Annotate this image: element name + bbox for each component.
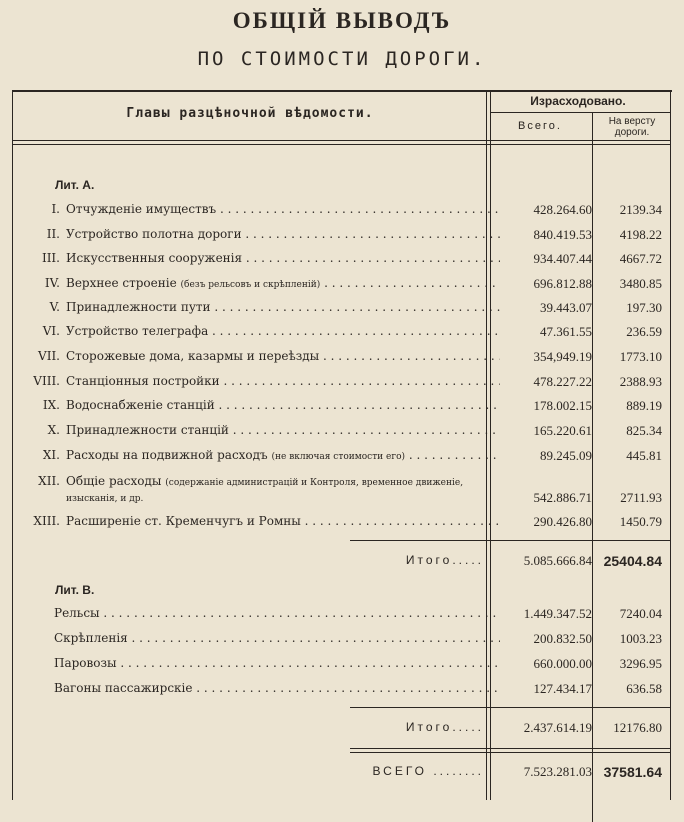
grand-total-per-verst: 37581.64 — [603, 764, 662, 780]
row-number: XIII. — [33, 514, 60, 528]
row-label — [66, 276, 500, 290]
subtotal-label: Итого..... — [405, 720, 484, 734]
table-row — [14, 606, 670, 624]
table-border-right — [670, 90, 671, 800]
row-number: V. — [49, 300, 60, 314]
header-per-verst — [594, 116, 670, 138]
row-total: 660.000.00 — [533, 656, 592, 671]
row-per-verst: 1773.10 — [619, 349, 662, 364]
row-total: 200.832.50 — [533, 631, 592, 646]
table-row — [14, 324, 670, 342]
row-per-verst: 1450.79 — [619, 514, 662, 529]
subtotal-row-b — [14, 720, 670, 740]
table-row — [14, 448, 670, 466]
row-total: 89.245.09 — [540, 448, 592, 463]
row-label-text: Верхнее строеніе — [66, 276, 177, 290]
row-number: IV. — [44, 276, 60, 290]
row-label: Искусственныя сооруженія . . . — [66, 251, 500, 265]
header-divider — [490, 112, 670, 113]
table-row — [14, 251, 670, 269]
subtotal-row-a — [14, 553, 670, 573]
row-total: 127.434.17 — [533, 681, 592, 696]
row-note: (не включая стоимости его) — [271, 452, 406, 462]
header-spent: Израсходовано. — [530, 94, 626, 108]
row-note: (содержаніе администрацій и Контроля, временное движеніе, изысканія, и др. — [66, 478, 464, 504]
row-per-verst: 1003.23 — [619, 631, 662, 646]
row-label: Рельсы . . . — [54, 606, 500, 620]
page-subtitle: ПО СТОИМОСТИ ДОРОГИ. — [197, 48, 487, 70]
subtotal-label-text: Итого — [405, 553, 453, 567]
row-per-verst: 7240.04 — [619, 606, 662, 621]
row-per-verst: 3480.85 — [619, 276, 662, 291]
grand-total-label: ВСЕГО ........ — [372, 764, 484, 778]
grand-total-label-text: ВСЕГО — [372, 764, 427, 778]
table-row — [14, 681, 670, 699]
grand-total-row — [14, 764, 670, 784]
row-label: Станціонныя постройки . . . — [66, 374, 500, 388]
header-total: Всего. — [518, 120, 562, 132]
subtotal-rule — [350, 707, 670, 708]
row-total: 39.443.07 — [540, 300, 592, 315]
row-label — [66, 448, 500, 462]
table-border-left — [12, 90, 13, 800]
table-row — [14, 398, 670, 416]
row-note: (безъ рельсовъ и скрѣпленій) — [180, 280, 321, 290]
table-row — [14, 349, 670, 367]
subtotal-per-verst: 25404.84 — [603, 553, 662, 569]
header-per-verst-line2: дороги. — [614, 127, 650, 138]
subtotal-rule — [350, 540, 670, 541]
row-per-verst: 636.58 — [626, 681, 662, 696]
subtotal-per-verst: 12176.80 — [613, 720, 662, 735]
section-b-title: Лит. В. — [55, 583, 95, 597]
row-per-verst: 2711.93 — [620, 490, 662, 505]
row-number: X. — [47, 423, 60, 437]
table-row — [14, 514, 670, 532]
table-row — [14, 474, 670, 510]
subtotal-total: 2.437.614.19 — [523, 720, 592, 735]
row-label: Расширеніе ст. Кременчугъ и Ромны . . . — [66, 514, 500, 528]
row-total: 178.002.15 — [533, 398, 592, 413]
row-label-text: Расходы на подвижной расходъ — [66, 448, 268, 462]
row-per-verst: 4198.22 — [619, 227, 662, 242]
row-number: VII. — [38, 349, 60, 363]
row-label: Вагоны пассажирскіе . . . — [54, 681, 500, 695]
row-label: Водоснабженіе станцій . . . — [66, 398, 500, 412]
row-per-verst: 445.81 — [626, 448, 662, 463]
table-row — [14, 300, 670, 318]
row-per-verst: 2388.93 — [619, 374, 662, 389]
header-chapters: Главы разцѣночной вѣдомости. — [126, 106, 374, 121]
row-total: 840.419.53 — [533, 227, 592, 242]
table-row — [14, 631, 670, 649]
subtotal-label: Итого..... — [405, 553, 484, 567]
row-total: 354,949.19 — [533, 349, 592, 364]
header-per-verst-line1: На версту — [608, 116, 656, 127]
row-label: Принадлежности станцій . . . — [66, 423, 500, 437]
row-per-verst: 889.19 — [626, 398, 662, 413]
row-per-verst: 825.34 — [626, 423, 662, 438]
table-row — [14, 656, 670, 674]
subtotal-total: 5.085.666.84 — [523, 553, 592, 568]
row-label: Принадлежности пути . . . — [66, 300, 500, 314]
row-label: Устройство телеграфа . . . — [66, 324, 500, 338]
row-total: 428.264.60 — [533, 202, 592, 217]
row-number: XI. — [42, 448, 60, 462]
table-row — [14, 423, 670, 441]
row-number: II. — [46, 227, 60, 241]
row-label — [66, 474, 500, 506]
row-total: 47.361.55 — [540, 324, 592, 339]
row-per-verst: 2139.34 — [619, 202, 662, 217]
row-per-verst: 236.59 — [626, 324, 662, 339]
row-label: Скрѣпленія . . . — [54, 631, 500, 645]
row-label: Отчужденіе имуществъ . . . — [66, 202, 500, 216]
header-divider — [12, 140, 670, 141]
header-divider — [12, 144, 670, 145]
table-row — [14, 276, 670, 294]
row-label: Сторожевые дома, казармы и переѣзды . . . — [66, 349, 500, 363]
row-number: VIII. — [33, 374, 60, 388]
row-number: VI. — [42, 324, 60, 338]
row-total: 165.220.61 — [533, 423, 592, 438]
row-per-verst: 3296.95 — [619, 656, 662, 671]
page-title: ОБЩІЙ ВЫВОДЪ — [232, 8, 452, 33]
row-label: Устройство полотна дороги . . . — [66, 227, 500, 241]
row-per-verst: 197.30 — [626, 300, 662, 315]
row-number: XII. — [38, 474, 60, 488]
section-a-title: Лит. А. — [55, 178, 95, 192]
row-total: 1.449.347.52 — [523, 606, 592, 621]
row-total: 478.227.22 — [533, 374, 592, 389]
row-total: 696.812.88 — [533, 276, 592, 291]
row-label: Паровозы . . . — [54, 656, 500, 670]
row-number: I. — [51, 202, 60, 216]
row-total: 542.886.71 — [533, 490, 592, 505]
grand-total-rule — [350, 752, 670, 753]
row-number: III. — [41, 251, 60, 265]
row-per-verst: 4667.72 — [619, 251, 662, 266]
grand-total-rule — [350, 748, 670, 749]
row-number: IX. — [42, 398, 60, 412]
row-total: 934.407.44 — [533, 251, 592, 266]
row-total: 290.426.80 — [533, 514, 592, 529]
table-row — [14, 374, 670, 392]
subtotal-label-text: Итого — [405, 720, 453, 734]
grand-total-total: 7.523.281.03 — [523, 764, 592, 779]
table-row — [14, 227, 670, 245]
row-label-text: Общіе расходы — [66, 474, 162, 488]
table-row — [14, 202, 670, 220]
